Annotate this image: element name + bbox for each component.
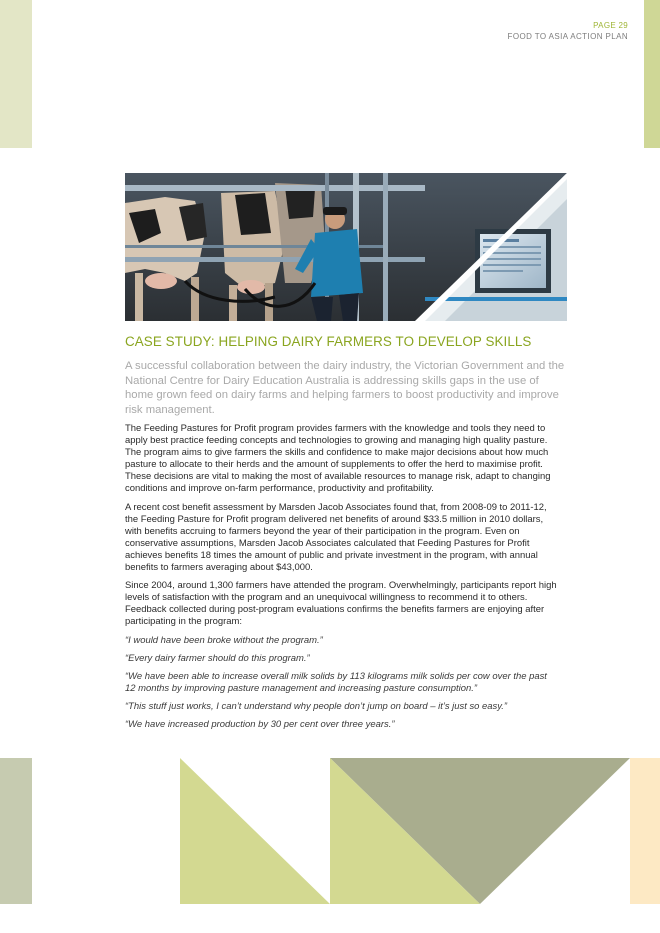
case-study-title: CASE STUDY: HELPING DAIRY FARMERS TO DEVELOP SKILLS [125, 334, 532, 349]
body-paragraph: Since 2004, around 1,300 farmers have attended the program. Overwhelmingly, participants report high levels of satisfaction with the program and an unequivocal willingness to recommend it to others. Feedback collected during post-program evaluations confirms the benefits farmers are enjoying after participating in the program: [125, 580, 557, 628]
decorative-band-top-left [0, 0, 32, 148]
farmer-quote: “I would have been broke without the program.” [125, 634, 323, 646]
body-paragraph: The Feeding Pastures for Profit program provides farmers with the knowledge and tools they need to apply best practice feeding concepts and technologies to growing and managing high quality pasture. The program aims to give farmers the skills and confidence to make major decisions about how much pasture to allocate to their herds and the amount of supplements to offer the herd to maximise profit. These decisions are vital to making the most of available resources to manage risk, adapt to changing conditions and improve on-farm performance, productivity and profitability. [125, 423, 551, 495]
farmer-quote: “We have been able to increase overall milk solids by 113 kilograms milk solids per cow over the past 12 months by improving pasture management and increasing pasture consumption.” [125, 670, 547, 694]
deco-triangle-left [180, 758, 330, 904]
decorative-triangles [180, 758, 630, 904]
case-study-intro: A successful collaboration between the dairy industry, the Victorian Government and the National Centre for Dairy Education Australia is addressing skills gaps in the use of home grown feed on dairy farms and helping farmers to boost productivity and improve risk management. [125, 360, 565, 416]
farmer-quote: “This stuff just works, I can’t understand why people don’t jump on board – it’s just so easy.” [125, 700, 508, 712]
decorative-band-bottom-left [0, 758, 32, 904]
farmer-quote: “Every dairy farmer should do this program.” [125, 652, 310, 664]
decorative-band-bottom-right [630, 758, 660, 904]
decorative-band-top-right [644, 0, 660, 148]
farmer-quote: “We have increased production by 30 per cent over three years.” [125, 718, 395, 730]
page-number: PAGE 29 [593, 21, 628, 30]
body-paragraph: A recent cost benefit assessment by Marsden Jacob Associates found that, from 2008-09 to 2011-12, the Feeding Pasture for Profit program delivered net benefits of around $33.5 million in 2010 dollars, with benefits accruing to farmers beyond the year of their participation in the program. Even on conservative assumptions, Marsden Jacob Associates calculated that Feeding Pastures for Profit achieves benefits 18 times the amount of public and private investment in the program, with annual benefits to farmers averaging about $43,000. [125, 501, 547, 574]
case-study-body [125, 423, 557, 737]
page-header [508, 20, 628, 42]
document-title: FOOD TO ASIA ACTION PLAN [507, 32, 628, 41]
dairy-milking-photo [125, 173, 567, 321]
